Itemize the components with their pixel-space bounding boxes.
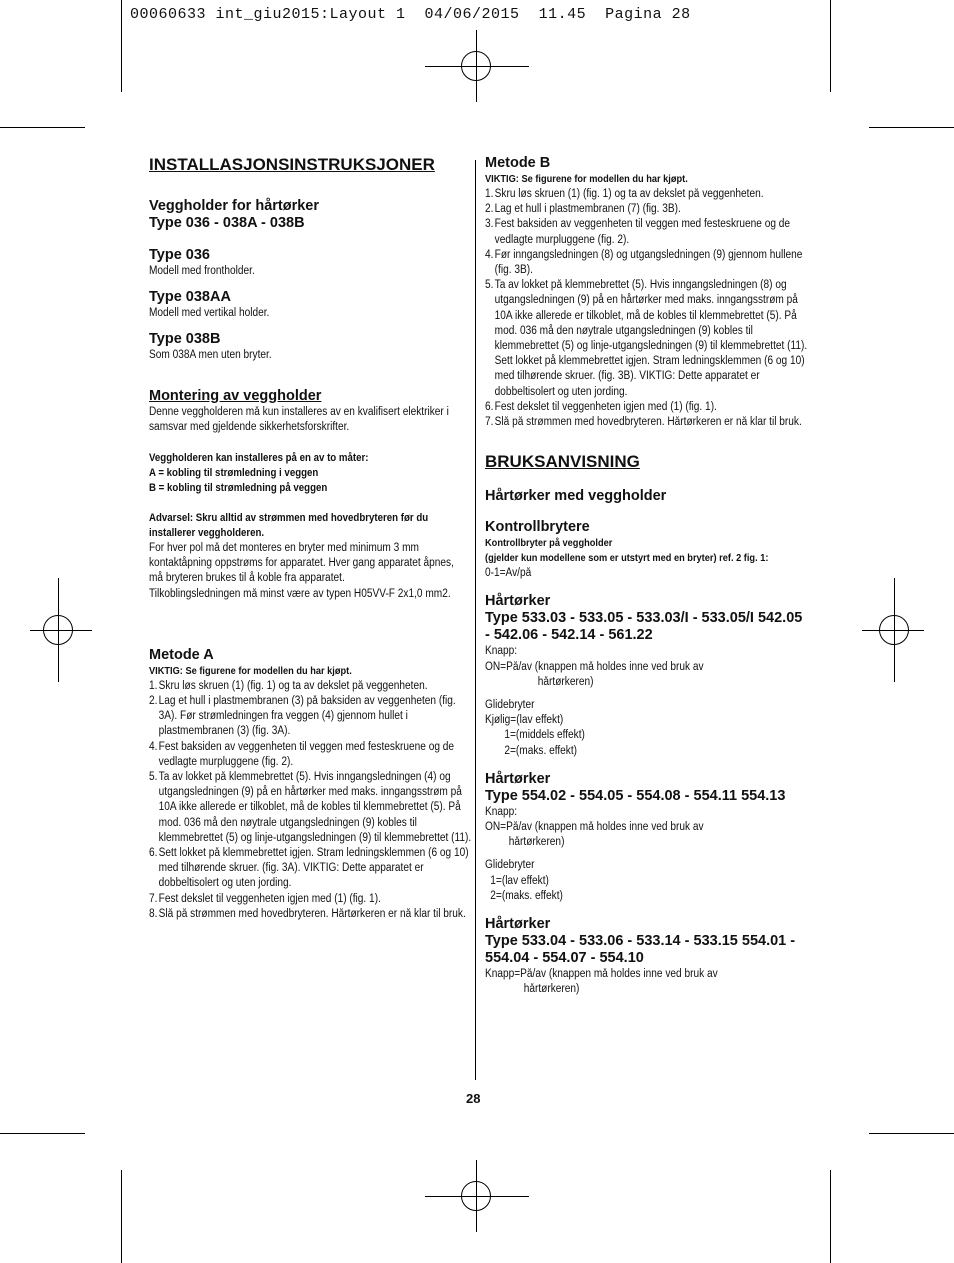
print-slug: 00060633 int_giu2015:Layout 1 04/06/2015 11.45 Pagina 28 bbox=[130, 6, 691, 23]
left-column bbox=[149, 155, 472, 922]
list-item-text: Slå på strømmen med hovedbryteren. Hårtørkeren er nå klar til bruk. bbox=[494, 416, 802, 429]
paragraph: Glidebryter bbox=[485, 699, 535, 712]
list-item bbox=[485, 415, 815, 430]
subtitle: Veggholder for hårtørker bbox=[149, 198, 320, 214]
list-item-number: 4. bbox=[149, 740, 158, 753]
paragraph: ON=På/av (knappen må holdes inne ved bruk av bbox=[485, 821, 704, 834]
list-item bbox=[485, 248, 815, 278]
registration-mark-icon bbox=[461, 1181, 491, 1211]
list-item bbox=[149, 846, 475, 892]
dryer-heading: Hårtørker bbox=[485, 916, 551, 933]
list-item-number: 6. bbox=[485, 400, 494, 413]
paragraph: Glidebryter bbox=[485, 859, 535, 872]
bold-note: A = kobling til strømledning i veggen bbox=[149, 467, 319, 480]
paragraph: Knapp: bbox=[485, 645, 518, 658]
list-item-text: Skru løs skruen (1) (fig. 1) og ta av dekslet på veggenheten. bbox=[494, 188, 764, 200]
list-item bbox=[149, 907, 475, 922]
sub-heading: Hårtørker med veggholder bbox=[485, 488, 667, 505]
crop-mark bbox=[121, 1170, 122, 1263]
crop-mark bbox=[0, 127, 85, 128]
list-item bbox=[149, 740, 475, 770]
list-item-number: 7. bbox=[485, 416, 494, 429]
list-item bbox=[485, 400, 815, 415]
list-item-number: 1. bbox=[485, 188, 494, 200]
registration-mark-icon bbox=[43, 615, 73, 645]
type-text: Som 038A men uten bryter. bbox=[149, 349, 272, 362]
crop-mark bbox=[830, 0, 831, 92]
warning-bold: Advarsel: Skru alltid av strømmen med hovedbryteren før du installerer veggholderen. bbox=[149, 512, 429, 540]
list-item-number: 1. bbox=[149, 679, 158, 692]
crop-mark bbox=[0, 1133, 85, 1134]
list-item bbox=[485, 278, 815, 400]
paragraph: hårtørkeren) bbox=[508, 836, 565, 849]
bold-note: (gjelder kun modellene som er utstyrt med en bryter) ref. 2 fig. 1: bbox=[485, 552, 769, 565]
dryer-type: Type 554.02 - 554.05 - 554.08 - 554.11 554.13 bbox=[485, 787, 786, 804]
crop-mark bbox=[869, 1133, 954, 1134]
list-item bbox=[149, 892, 475, 907]
paragraph: 2=(maks. effekt) bbox=[490, 889, 563, 902]
dryer-type: Type 533.04 - 533.06 - 533.14 - 533.15 554.01 - 554.04 - 554.07 - 554.10 bbox=[485, 933, 796, 967]
paragraph: For hver pol må det monteres en bryter med minimum 3 mm kontaktåpning oppstrøms for apparatet. Hver gang apparatet åpnes, må bryteren brukes til å koble fra apparatet. bbox=[149, 542, 454, 585]
list-item bbox=[485, 217, 815, 247]
type-heading: Type 038B bbox=[149, 331, 221, 348]
dryer-type: Type 533.03 - 533.05 - 533.03/I - 533.05/I 542.05 - 542.06 - 542.14 - 561.22 bbox=[485, 610, 803, 644]
page-number: 28 bbox=[466, 1091, 481, 1106]
list-item-number: 2. bbox=[485, 203, 494, 216]
column-divider bbox=[475, 160, 476, 1080]
type-heading: Type 036 bbox=[149, 247, 210, 263]
list-item-text: Ta av lokket på klemmebrettet (5). Hvis inngangsledningen (8) og utgangsledningen (9) på en hårtørker med maks. inngangsstrøm på 10A ikke allerede er tilkoblet, må de kobles til klemmebrettet (5). På mod. 036 må den nøytrale utgangsledningen (9) kobles til klemmebrettet (5) og linje-utgangsledningen (9) til klemmebrettet (11). Sett lokket på klemmebrettet igjen. Stram ledningsklemmen (6 og 10) med tilhørende skruer. (fig. 3B). VIKTIG: Dette apparatet er dobbeltisolert og uten jording. bbox=[494, 279, 808, 398]
type-heading: Type 038AA bbox=[149, 289, 231, 306]
list-item-text: Lag et hull i plastmembranen (3) på baksiden av veggenheten (fig. 3A). Før strømledningen fra veggen (4) gjennom hullet i plastmembranen (3) (fig. 3A). bbox=[158, 695, 456, 738]
list-item-text: Fest dekslet til veggenheten igjen med (1) (fig. 1). bbox=[494, 400, 717, 413]
paragraph: hårtørkeren) bbox=[523, 983, 580, 996]
paragraph: Knapp: bbox=[485, 805, 518, 818]
list-item-number: 5. bbox=[149, 771, 158, 784]
list-item bbox=[149, 694, 475, 740]
section-heading: Metode B bbox=[485, 155, 551, 171]
list-item bbox=[485, 202, 815, 217]
list-item-text: Fest dekslet til veggenheten igjen med (1) (fig. 1). bbox=[158, 892, 381, 905]
crop-mark bbox=[869, 127, 954, 128]
paragraph: Denne veggholderen må kun installeres av en kvalifisert elektriker i samsvar med gjeldende sikkerhetsforskrifter. bbox=[149, 405, 449, 433]
list-item bbox=[149, 679, 475, 694]
list-item-text: Skru løs skruen (1) (fig. 1) og ta av dekslet på veggenheten. bbox=[158, 679, 428, 692]
paragraph: 0-1=Av/på bbox=[485, 567, 532, 580]
list-item-number: 3. bbox=[485, 218, 494, 231]
list-item-text: Fest baksiden av veggenheten til veggen med festeskruene og de vedlagte murpluggene (fig. 2). bbox=[158, 740, 455, 768]
important-note: VIKTIG: Se figurene for modellen du har kjøpt. bbox=[485, 173, 688, 185]
method-a-list bbox=[149, 679, 472, 922]
list-item-number: 7. bbox=[149, 892, 158, 905]
dryer-heading: Hårtørker bbox=[485, 593, 551, 610]
bold-note: Kontrollbryter på veggholder bbox=[485, 537, 613, 550]
list-item-text: Sett lokket på klemmebrettet igjen. Stram ledningsklemmen (6 og 10) med tilhørende skruer. (fig. 3A). VIKTIG: Dette apparatet er dobbeltisolert og uten jording. bbox=[158, 847, 469, 890]
section-heading: Metode A bbox=[149, 646, 214, 663]
section-heading: Montering av veggholder bbox=[149, 387, 322, 404]
list-item-number: 5. bbox=[485, 279, 494, 292]
list-item-number: 6. bbox=[149, 847, 158, 860]
registration-mark-icon bbox=[461, 51, 491, 81]
sub-heading: Kontrollbrytere bbox=[485, 519, 590, 536]
list-item-text: Lag et hull i plastmembranen (7) (fig. 3B). bbox=[494, 203, 681, 216]
paragraph: Tilkoblingsledningen må minst være av typen H05VV-F 2x1,0 mm2. bbox=[149, 587, 451, 600]
paragraph: Kjølig=(lav effekt) bbox=[485, 714, 564, 727]
list-item-number: 8. bbox=[149, 907, 158, 920]
crop-mark bbox=[830, 1170, 831, 1263]
paragraph: hårtørkeren) bbox=[537, 675, 594, 688]
dryer-heading: Hårtørker bbox=[485, 770, 551, 787]
list-item-text: Slå på strømmen med hovedbryteren. Hårtørkeren er nå klar til bruk. bbox=[158, 907, 466, 920]
list-item-text: Ta av lokket på klemmebrettet (5). Hvis inngangsledningen (4) og utgangsledningen (9) på en hårtørker med maks. inngangsstrøm på 10A ikke allerede er tilkoblet, må de kobles til klemmebrettet (5). På mod. 036 må den nøytrale utgangsledningen (9) kobles til klemmebrettet (5) og linje-utgangsledningen (9) til klemmebrettet (11). bbox=[158, 771, 472, 844]
paragraph: 1=(middels effekt) bbox=[504, 729, 585, 742]
list-item-number: 4. bbox=[485, 248, 494, 261]
method-b-list bbox=[485, 187, 807, 430]
type-text: Modell med vertikal holder. bbox=[149, 307, 270, 320]
subtitle: Type 036 - 038A - 038B bbox=[149, 215, 305, 231]
list-item bbox=[485, 187, 815, 202]
list-item bbox=[149, 770, 475, 846]
paragraph: Knapp=På/av (knappen må holdes inne ved bruk av bbox=[485, 968, 718, 981]
crop-mark bbox=[121, 0, 122, 92]
list-item-text: Før inngangsledningen (8) og utgangsledningen (9) gjennom hullene (fig. 3B). bbox=[494, 248, 803, 277]
right-column bbox=[485, 155, 807, 998]
section-title: BRUKSANVISNING bbox=[485, 452, 640, 472]
list-item-text: Fest baksiden av veggenheten til veggen med festeskruene og de vedlagte murpluggene (fig. 2). bbox=[494, 218, 791, 246]
important-note: VIKTIG: Se figurene for modellen du har kjøpt. bbox=[149, 664, 352, 677]
bold-note: Veggholderen kan installeres på en av to måter: bbox=[149, 452, 369, 465]
paragraph: 1=(lav effekt) bbox=[490, 874, 549, 887]
paragraph: 2=(maks. effekt) bbox=[504, 744, 578, 757]
bold-note: B = kobling til strømledning på veggen bbox=[149, 482, 328, 495]
section-title: INSTALLASJONSINSTRUKSJONER bbox=[149, 155, 435, 174]
type-text: Modell med frontholder. bbox=[149, 265, 255, 277]
registration-mark-icon bbox=[879, 615, 909, 645]
paragraph: ON=På/av (knappen må holdes inne ved bruk av bbox=[485, 660, 704, 673]
list-item-number: 2. bbox=[149, 695, 158, 708]
